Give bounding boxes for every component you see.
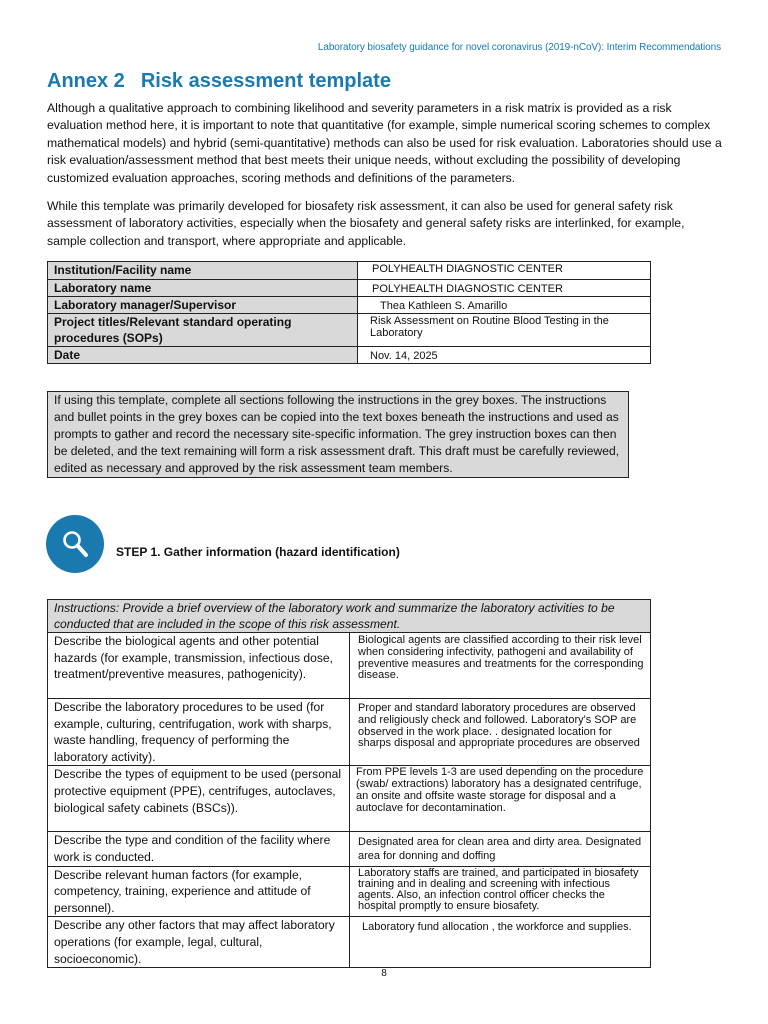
question-cell: Describe relevant human factors (for example, competency, training, experience and attitude of personnel).	[48, 866, 350, 917]
template-instructions-box: If using this template, complete all sections following the instructions in the grey boxes. The instructions and bullet points in the grey boxes can be copied into the text boxes beneath the instructions and used as prompts to gather and record the necessary site-specific information. The grey instruction boxes can then be deleted, and the text remaining will form a risk assessment draft. This draft must be carefully reviewed, edited as necessary and approved by the risk assessment team members.	[47, 391, 629, 478]
field-value[interactable]: POLYHEALTH DIAGNOSTIC CENTER	[358, 262, 651, 280]
question-cell: Describe the laboratory procedures to be used (for example, culturing, centrifugation, work with sharps, waste handling, frequency of performing the laboratory activity).	[48, 699, 350, 766]
answer-cell[interactable]: Biological agents are classified according to their risk level when considering infectivity, pathogeni and availability of preventive measures and treatments for the corresponding disease.	[350, 633, 651, 699]
table-row	[48, 297, 651, 314]
page-title	[47, 70, 391, 93]
table-row	[48, 866, 651, 917]
intro-paragraph-2: While this template was primarily developed for biosafety risk assessment, it can also be used for general safety risk assessment of laboratory activities, especially when the biosafety and general safety risks are interlinked, for example, sample collection and transport, where appropriate and applicable.	[47, 199, 685, 248]
table-row	[48, 347, 651, 364]
field-value[interactable]: Risk Assessment on Routine Blood Testing in the Laboratory	[358, 314, 651, 347]
page-number: 8	[381, 968, 387, 979]
answer-cell[interactable]: Laboratory fund allocation , the workforce and supplies.	[350, 917, 651, 968]
table-row	[48, 280, 651, 297]
step1-badge	[46, 515, 104, 573]
answer-cell[interactable]: Designated area for clean area and dirty area. Designated area for donning and doffing	[350, 832, 651, 866]
field-label: Date	[48, 347, 358, 364]
table-row	[48, 262, 651, 280]
table-row	[48, 766, 651, 832]
table-row	[48, 314, 651, 347]
question-cell: Describe any other factors that may affect laboratory operations (for example, legal, cultural, socioeconomic).	[48, 917, 350, 968]
instructions-cell: Instructions: Provide a brief overview of the laboratory work and summarize the laboratory activities to be conducted that are included in the scope of this risk assessment.	[48, 600, 651, 633]
field-value[interactable]: Thea Kathleen S. Amarillo	[358, 297, 651, 314]
question-cell: Describe the type and condition of the facility where work is conducted.	[48, 832, 350, 866]
field-value[interactable]: Nov. 14, 2025	[358, 347, 651, 364]
step1-title: STEP 1. Gather information (hazard identification)	[116, 545, 400, 559]
table-row	[48, 699, 651, 766]
instructions-row	[48, 600, 651, 633]
field-label: Project titles/Relevant standard operating procedures (SOPs)	[48, 314, 358, 347]
annex-label: Annex 2	[47, 70, 125, 92]
question-cell: Describe the biological agents and other potential hazards (for example, transmission, infectious dose, treatment/preventive measures, pathogenicity).	[48, 633, 350, 699]
table-row	[48, 633, 651, 699]
answer-cell[interactable]: Laboratory staffs are trained, and participated in biosafety training and in dealing and screening with infectious agents. Also, an infection control officer checks the hospital promptly to ensure biosafety.	[350, 866, 651, 917]
intro-paragraph-1: Although a qualitative approach to combining likelihood and severity parameters in a risk matrix is provided as a risk evaluation method here, it is important to note that quantitative (for example, simple numerical scoring schemes to complex mathematical models) and hybrid (semi-quantitative) methods can also be used for risk evaluation. Laboratories should use a risk evaluation/assessment method that best meets their unique needs, without excluding the possibility of developing customized evaluation approaches, scoring methods and definitions of the parameters.	[47, 101, 722, 185]
running-header: Laboratory biosafety guidance for novel coronavirus (2019-nCoV): Interim Recommendations	[317, 42, 721, 53]
question-cell: Describe the types of equipment to be used (personal protective equipment (PPE), centrifuges, autoclaves, biological safety cabinets (BSCs)).	[48, 766, 350, 832]
table-row	[48, 917, 651, 968]
search-icon	[61, 529, 89, 559]
answer-cell[interactable]: Proper and standard laboratory procedures are observed and religiously check and followed. Laboratory's SOP are observed in the work place. . designated location for sharps disposal and appropriate procedures are observed	[350, 699, 651, 766]
hazard-identification-table	[47, 599, 651, 968]
facility-info-table	[47, 261, 651, 364]
answer-cell[interactable]: From PPE levels 1-3 are used depending on the procedure (swab/ extractions) laboratory has a designated centrifuge, an onsite and offsite waste storage for disposal and a autoclave for decontamination.	[350, 766, 651, 832]
field-label: Laboratory name	[48, 280, 358, 297]
table-row	[48, 832, 651, 866]
field-label: Laboratory manager/Supervisor	[48, 297, 358, 314]
field-value[interactable]: POLYHEALTH DIAGNOSTIC CENTER	[358, 280, 651, 297]
field-label: Institution/Facility name	[48, 262, 358, 280]
annex-title-text: Risk assessment template	[140, 70, 391, 92]
